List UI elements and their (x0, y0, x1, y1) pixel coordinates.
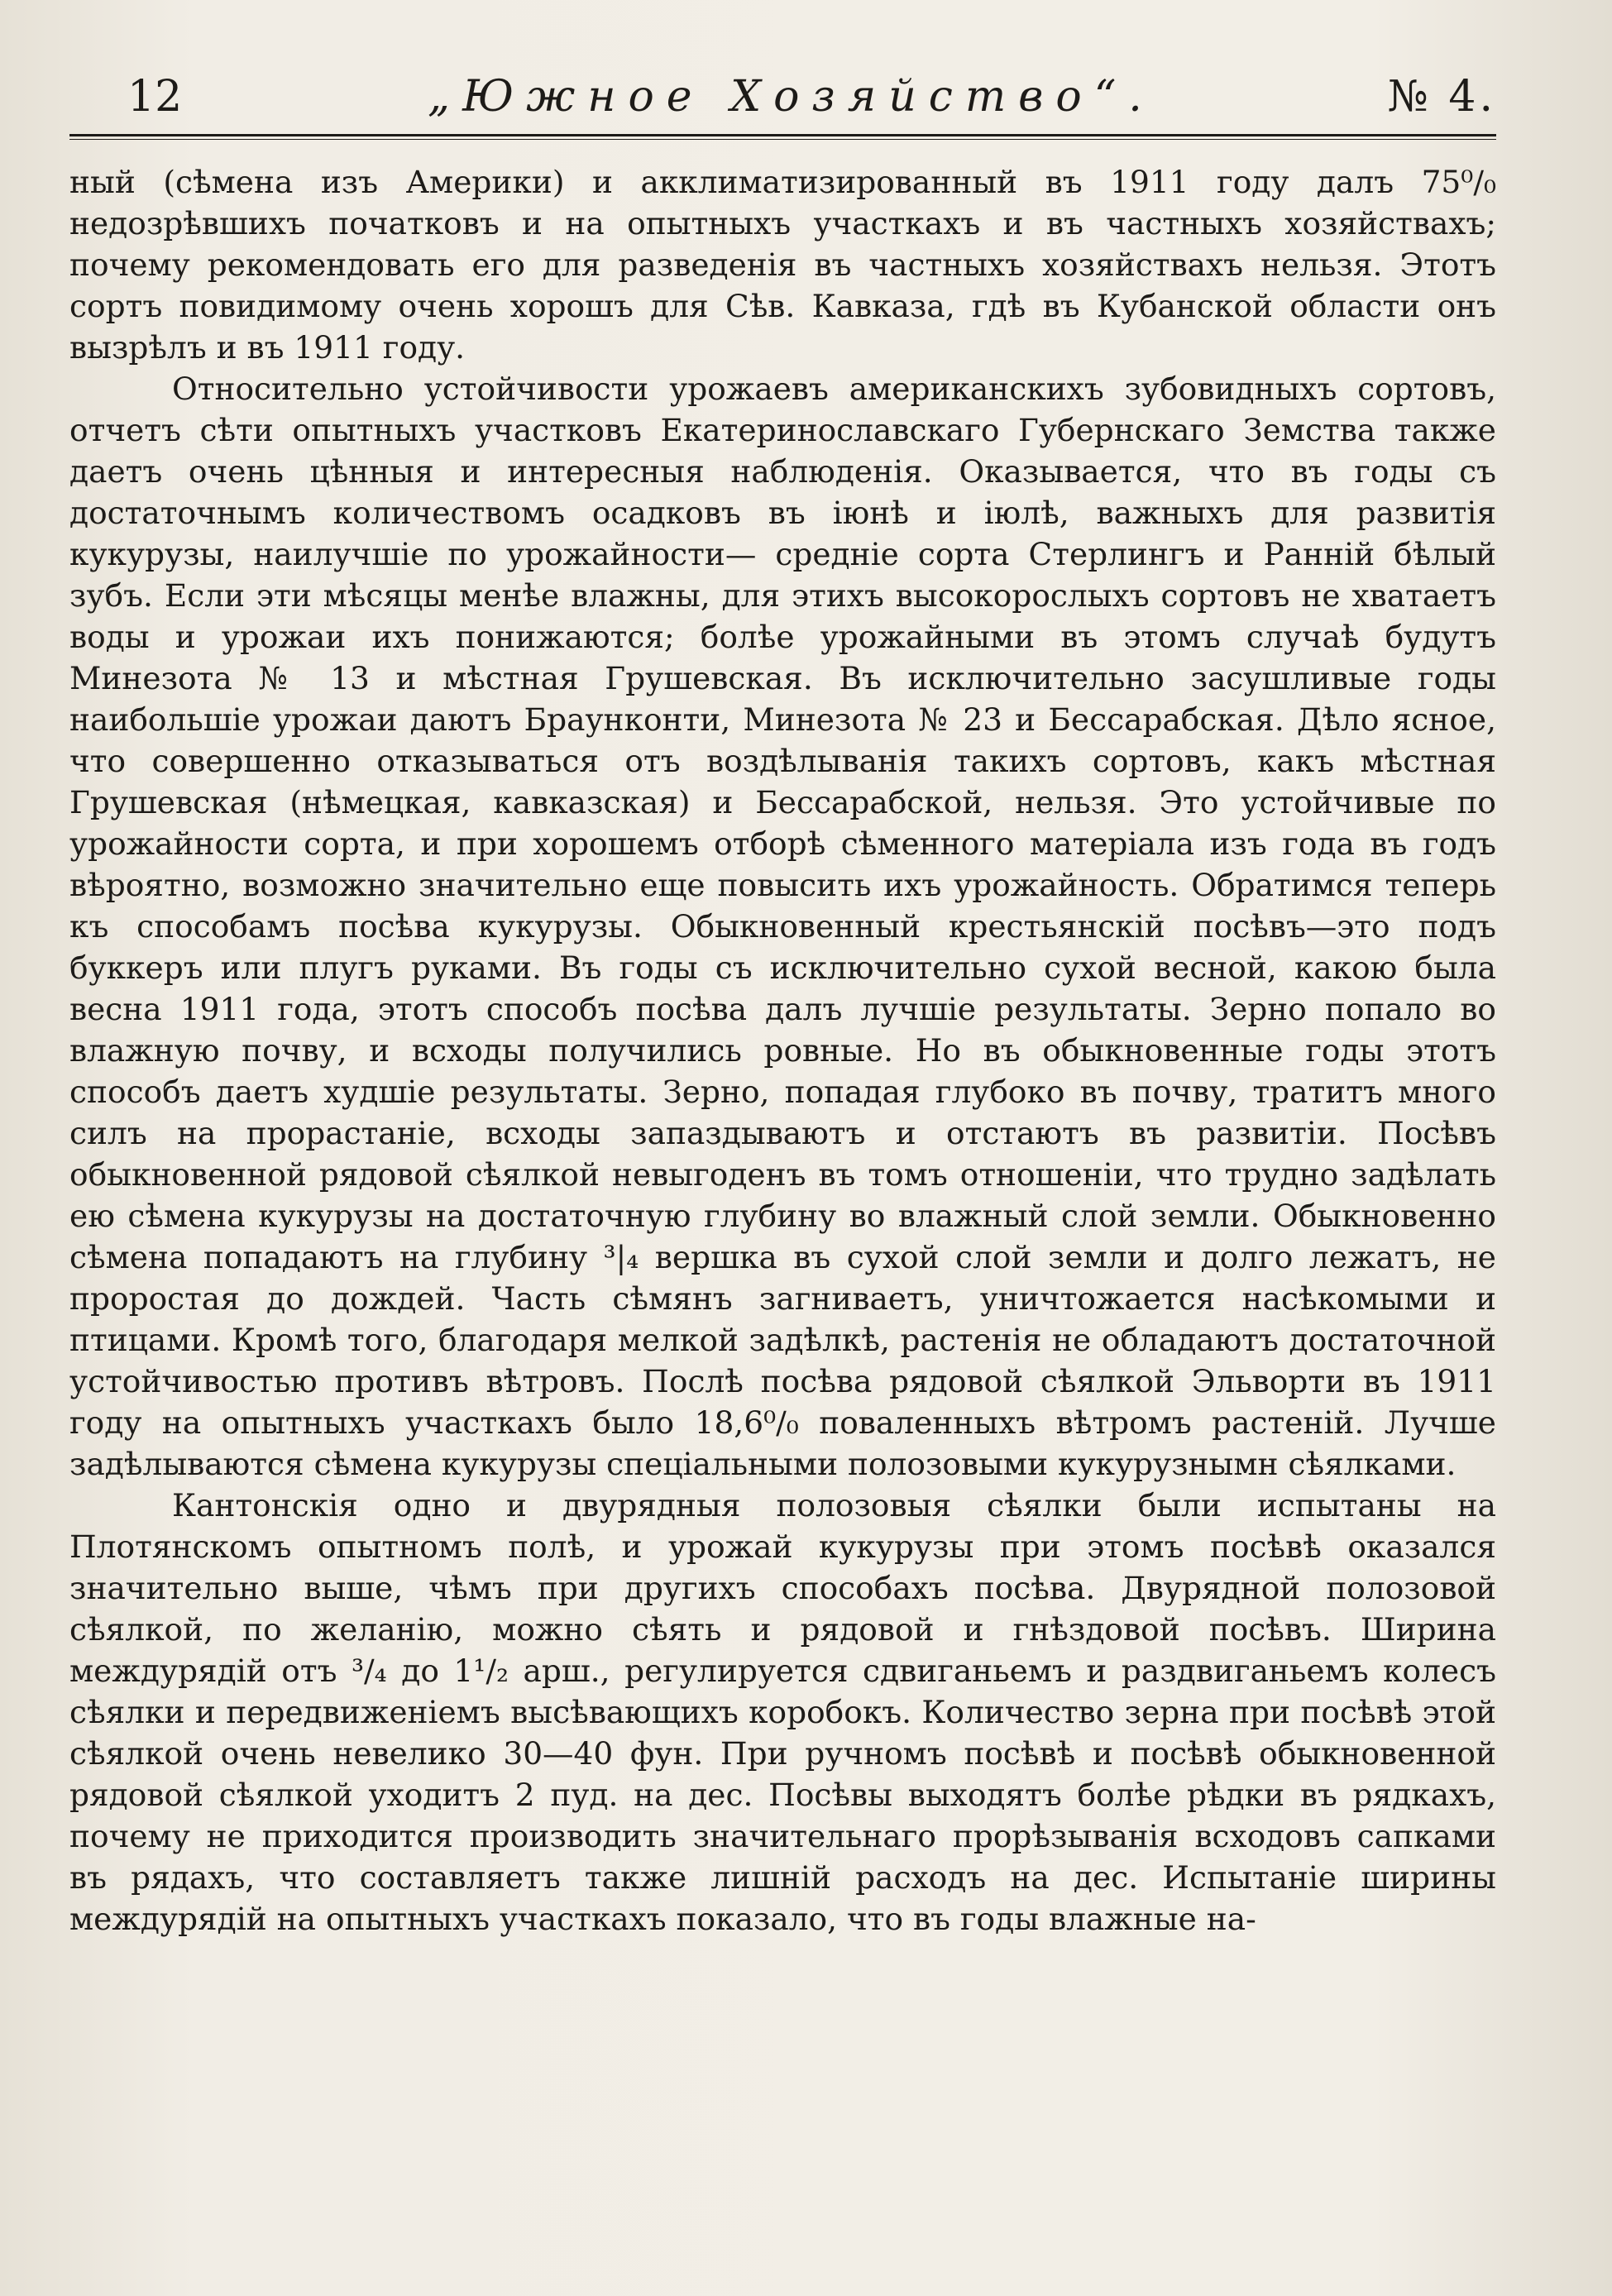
article-body (69, 161, 1496, 1940)
running-header (69, 65, 1496, 129)
page-number: 12 (127, 72, 183, 122)
paragraph-yield-stability: Относительно устойчивости урожаевъ американскихъ зубовидныхъ сортовъ, отчетъ сѣти опытныхъ участковъ Екатеринославскаго Губернскаго Земства также даетъ очень цѣнныя и интересныя наблюденія. Оказывается, что въ годы съ достаточнымъ количествомъ осадковъ въ іюнѣ и іюлѣ, важныхъ для развитія кукурузы, наилучшіе по урожайности— средніе сорта Стерлингъ и Ранній бѣлый зубъ. Если эти мѣсяцы менѣе влажны, для этихъ высокорослыхъ сортовъ не хватаетъ воды и урожаи ихъ понижаются; болѣе урожайными въ этомъ случаѣ будутъ Минезота № 13 и мѣстная Грушевская. Въ исключительно засушливые годы наибольшіе урожаи даютъ Браунконти, Минезота № 23 и Бессарабская. Дѣло ясное, что совершенно отказываться отъ воздѣлыванія такихъ сортовъ, какъ мѣстная Грушевская (нѣмецкая, кавказская) и Бессарабской, нельзя. Это устойчивые по урожайности сорта, и при хорошемъ отборѣ сѣменного матеріала изъ года въ годъ вѣроятно, возможно значительно еще повысить ихъ урожайность. Обратимся теперь къ способамъ посѣва кукурузы. Обыкновенный крестьянскій посѣвъ—это подъ буккеръ или плугъ руками. Въ годы съ исключительно сухой весной, какою была весна 1911 года, этотъ способъ посѣва далъ лучшіе результаты. Зерно попало во влажную почву, и всходы получились ровные. Но въ обыкновенные годы этотъ способъ даетъ худшіе результаты. Зерно, попадая глубоко въ почву, тратитъ много силъ на прорастаніе, всходы запаздываютъ и отстаютъ въ развитіи. Посѣвъ обыкновенной рядовой сѣялкой невыгоденъ въ томъ отношеніи, что трудно задѣлать ею сѣмена кукурузы на достаточную глубину во влажный слой земли. Обыкновенно сѣмена попадаютъ на глубину ³|₄ вершка въ сухой слой земли и долго лежатъ, не проростая до дождей. Часть сѣмянъ загниваетъ, уничтожается насѣкомыми и птицами. Кромѣ того, благодаря мелкой задѣлкѣ, растенія не обладаютъ достаточной устойчивостью противъ вѣтровъ. Послѣ посѣва рядовой сѣялкой Эльворти въ 1911 году на опытныхъ участкахъ было 18,6⁰/₀ поваленныхъ вѣтромъ растеній. Лучше задѣлываются сѣмена кукурузы спеціальными полозовыми кукурузнымн сѣялками. (69, 371, 1496, 1482)
paragraph-continuation: ный (сѣмена изъ Америки) и акклиматизированный въ 1911 году далъ 75⁰/₀ недозрѣвшихъ початковъ и на опытныхъ участкахъ и въ частныхъ хозяйствахъ; почему рекомендовать его для разведенія въ частныхъ хозяйствахъ нельзя. Этотъ сортъ повидимому очень хорошъ для Сѣв. Кавказа, гдѣ въ Кубанской области онъ вызрѣлъ и въ 1911 году. (69, 164, 1496, 366)
header-rule (69, 134, 1496, 140)
journal-title: „Южное Хозяйство“. (428, 72, 1155, 122)
paragraph-seeders: Кантонскія одно и двурядныя полозовыя сѣялки были испытаны на Плотянскомъ опытномъ полѣ, и урожай кукурузы при этомъ посѣвѣ оказался значительно выше, чѣмъ при другихъ способахъ посѣва. Двурядной полозовой сѣялкой, по желанію, можно сѣять и рядовой и гнѣздовой посѣвъ. Ширина междурядій отъ ³/₄ до 1¹/₂ арш., регулируется сдвиганьемъ и раздвиганьемъ колесъ сѣялки и передвиженіемъ высѣвающихъ коробокъ. Количество зерна при посѣвѣ этой сѣялкой очень невелико 30—40 фун. При ручномъ посѣвѣ и посѣвѣ обыкновенной рядовой сѣялкой уходитъ 2 пуд. на дес. Посѣвы выходятъ болѣе рѣдки въ рядкахъ, почему не приходится производить значительнаго прорѣзыванія всходовъ сапками въ рядахъ, что составляетъ также лишній расходъ на дес. Испытаніе ширины междурядій на опытныхъ участкахъ показало, что въ годы влажные на- (69, 1487, 1496, 1937)
issue-number: № 4. (1387, 72, 1496, 122)
